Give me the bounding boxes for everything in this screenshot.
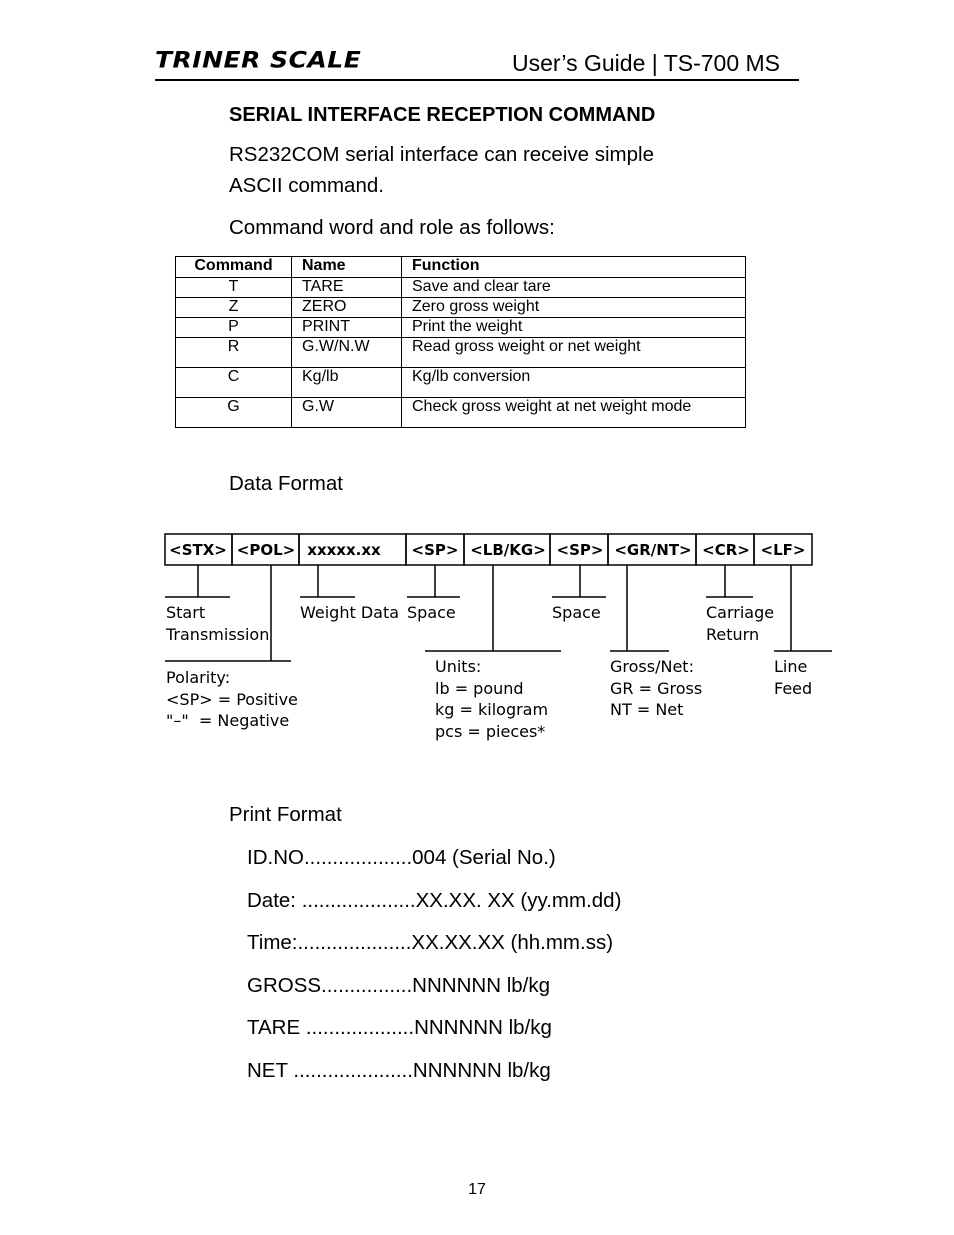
connector-weight: [300, 565, 355, 597]
connector-lf: [774, 565, 832, 651]
data-format-title: Data Format: [229, 472, 343, 495]
label-space-2: Space: [552, 603, 601, 622]
command-cell: C: [176, 368, 292, 398]
connector-sp1: [407, 565, 460, 597]
command-cell: Z: [176, 298, 292, 318]
page-number: 17: [468, 1181, 486, 1198]
function-cell: Read gross weight or net weight: [402, 338, 746, 368]
function-cell: Kg/lb conversion: [402, 368, 746, 398]
label-space-1: Space: [407, 603, 456, 622]
label-line-feed: Line Feed: [774, 657, 813, 698]
print-line-gross: GROSS................NNNNNN lb/kg: [247, 974, 550, 997]
function-cell: Zero gross weight: [402, 298, 746, 318]
field-label-stx: <STX>: [169, 541, 227, 559]
label-weight-data: Weight Data: [300, 603, 400, 622]
field-label-lbkg: <LB/KG>: [470, 541, 546, 559]
label-units: Units: lb = pound kg = kilogram pcs = pieces*: [435, 657, 549, 741]
intro-line-1: RS232COM serial interface can receive simple: [229, 143, 654, 166]
command-cell: G: [176, 398, 292, 428]
column-header-function: Function: [402, 257, 746, 278]
field-label-sp2: <SP>: [556, 541, 604, 559]
field-label-pol: <POL>: [236, 541, 296, 559]
intro-line-3: Command word and role as follows:: [229, 216, 555, 239]
name-cell: TARE: [292, 278, 402, 298]
name-cell: G.W/N.W: [292, 338, 402, 368]
function-cell: Save and clear tare: [402, 278, 746, 298]
label-polarity: Polarity: <SP> = Positive "–" = Negative: [166, 668, 298, 730]
command-cell: T: [176, 278, 292, 298]
function-cell: Check gross weight at net weight mode: [402, 398, 746, 428]
print-line-id: ID.NO...................004 (Serial No.): [247, 846, 556, 869]
field-label-sp1: <SP>: [411, 541, 459, 559]
name-cell: PRINT: [292, 318, 402, 338]
connector-stx: [165, 565, 230, 597]
field-label-weight: xxxxx.xx: [307, 541, 381, 559]
name-cell: ZERO: [292, 298, 402, 318]
command-cell: P: [176, 318, 292, 338]
function-cell: Print the weight: [402, 318, 746, 338]
connector-grnt: [610, 565, 669, 651]
connector-sp2: [552, 565, 606, 597]
print-format-title: Print Format: [229, 803, 342, 826]
name-cell: G.W: [292, 398, 402, 428]
brand-logo: TRINER SCALE: [155, 47, 362, 74]
command-cell: R: [176, 338, 292, 368]
intro-line-2: ASCII command.: [229, 174, 384, 197]
field-label-grnt: <GR/NT>: [614, 541, 692, 559]
label-gross-net: Gross/Net: GR = Gross NT = Net: [610, 657, 703, 719]
field-label-lf: <LF>: [760, 541, 806, 559]
print-line-date: Date: ....................XX.XX. XX (yy.mm.dd): [247, 889, 622, 912]
field-labels: [169, 541, 805, 559]
print-line-time: Time:....................XX.XX.XX (hh.mm.ss): [247, 931, 614, 954]
connector-cr: [706, 565, 753, 597]
column-header-command: Command: [176, 257, 292, 278]
label-start-transmission: Start Transmission: [166, 603, 270, 644]
guide-title: User’s Guide | TS-700 MS: [512, 50, 781, 76]
section-heading: SERIAL INTERFACE RECEPTION COMMAND: [229, 104, 656, 126]
print-line-tare: TARE ...................NNNNNN lb/kg: [247, 1016, 552, 1039]
field-label-cr: <CR>: [702, 541, 750, 559]
name-cell: Kg/lb: [292, 368, 402, 398]
print-line-net: NET .....................NNNNNN lb/kg: [247, 1059, 551, 1082]
column-header-name: Name: [292, 257, 402, 278]
label-carriage-return: Carriage Return: [706, 603, 775, 644]
